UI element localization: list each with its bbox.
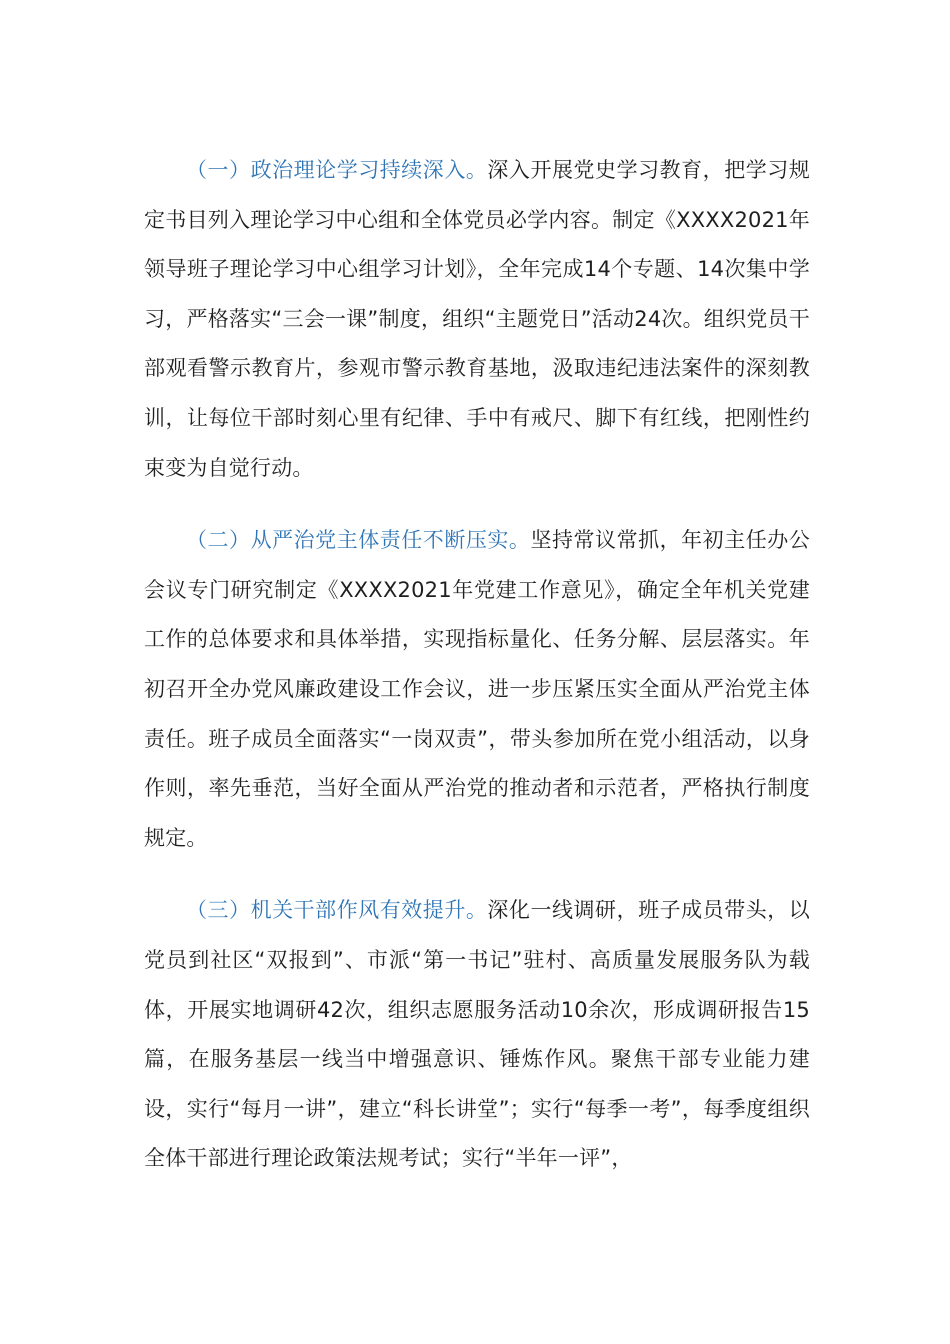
paragraph-text: 坚持常议常抓，年初主任办公会议专门研究制定《XXXX2021年党建工作意见》，确定全年机关党建工作的总体要求和具体举措，实现指标量化、任务分解、层层落实。年初召开全办党风廉政建设工作会议，进一步压紧压实全面从严治党主体责任。班子成员全面落实“一岗双责”，带头参加所在党小组活动，以身作则，率先垂范，当好全面从严治党的推动者和示范者，严格执行制度规定。 [144, 528, 810, 850]
paragraph-cadre-work-style [144, 886, 810, 1184]
paragraph-party-responsibility [144, 516, 810, 863]
paragraph-text: 深入开展党史学习教育，把学习规定书目列入理论学习中心组和全体党员必学内容。制定《XXXX2021年领导班子理论学习中心组学习计划》，全年完成14个专题、14次集中学习，严格落实“三会一课”制度，组织“主题党日”活动24次。组织党员干部观看警示教育片，参观市警示教育基地，汲取违纪违法案件的深刻教训，让每位干部时刻心里有纪律、手中有戒尺、脚下有红线，把刚性约束变为自觉行动。 [144, 158, 810, 480]
paragraph-heading: （三）机关干部作风有效提升。 [186, 898, 488, 923]
paragraph-heading: （二）从严治党主体责任不断压实。 [186, 528, 531, 553]
paragraph-text: 深化一线调研，班子成员带头，以党员到社区“双报到”、市派“第一书记”驻村、高质量发展服务队为载体，开展实地调研42次，组织志愿服务活动10余次，形成调研报告15篇，在服务基层一线当中增强意识、锤炼作风。聚焦干部专业能力建设，实行“每月一讲”，建立“科长讲堂”；实行“每季一考”，每季度组织全体干部进行理论政策法规考试；实行“半年一评”， [144, 898, 810, 1171]
paragraph-heading: （一）政治理论学习持续深入。 [186, 158, 488, 182]
paragraph-political-theory-study [144, 146, 810, 493]
document-body [144, 146, 810, 1184]
